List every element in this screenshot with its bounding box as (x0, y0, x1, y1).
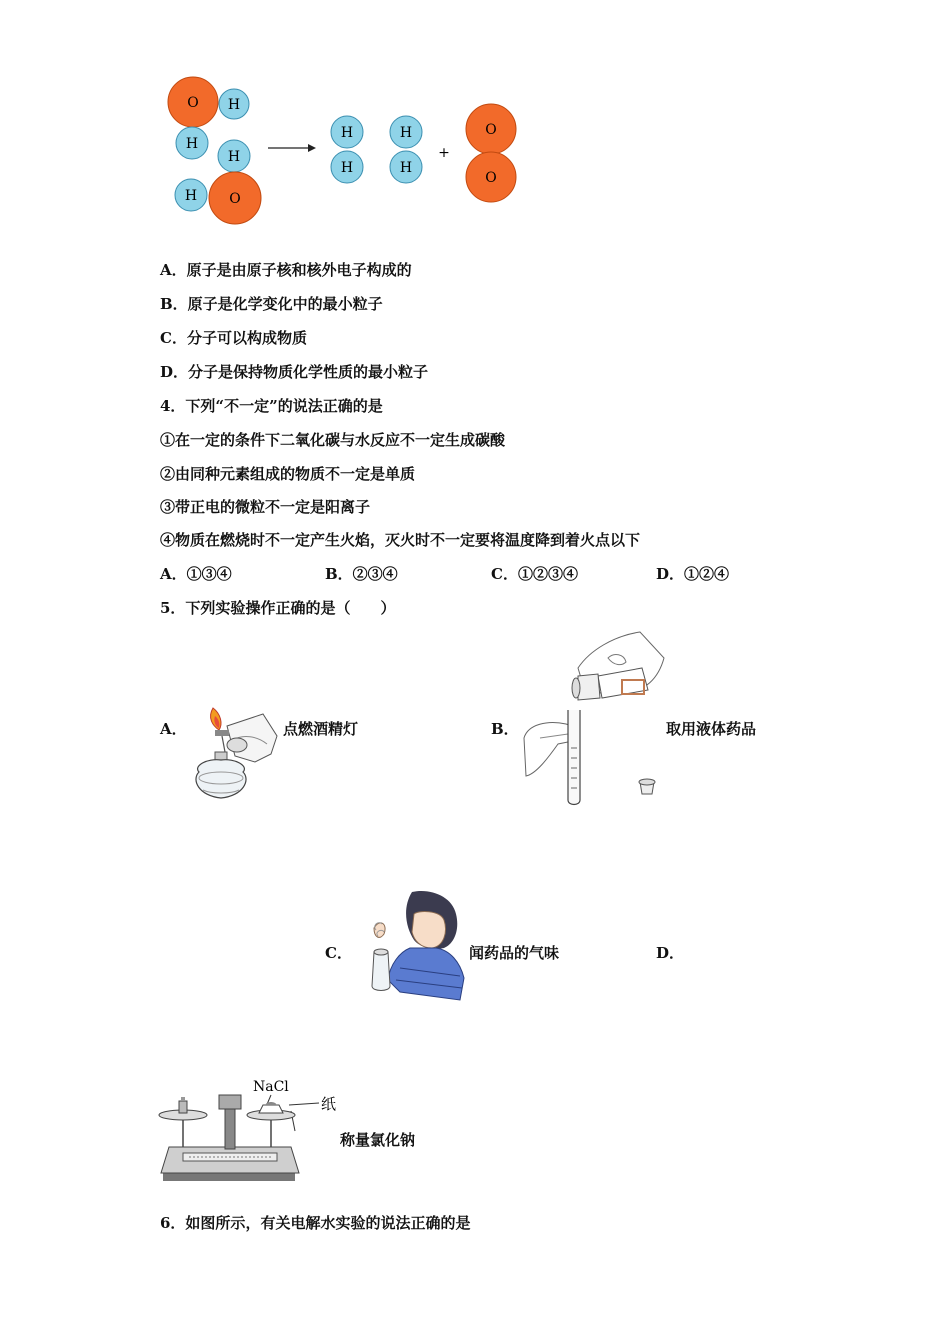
atom-label: O (485, 170, 497, 186)
atom-label: H (227, 149, 241, 165)
q5-option-d-letter: D． (656, 944, 685, 962)
q3-option-b: B．原子是化学变化中的最小粒子 (160, 295, 383, 313)
alcohol-lamp-illustration (185, 700, 285, 805)
q4-statement-1: ①在一定的条件下二氧化碳与水反应不一定生成碳酸 (160, 431, 506, 449)
q6-stem: 6．如图所示，有关电解水实验的说法正确的是 (160, 1214, 471, 1232)
q5-option-c-letter: C． (325, 944, 352, 962)
paper-label: 纸 (321, 1095, 337, 1113)
atom-label: H (227, 97, 241, 113)
pour-liquid-illustration (518, 628, 668, 808)
balance-scale-illustration (155, 1075, 345, 1185)
q3-option-a: A．原子是由原子核和核外电子构成的 (160, 261, 412, 279)
atom-label: O (229, 191, 241, 207)
q3-option-d: D．分子是保持物质化学性质的最小粒子 (160, 363, 429, 381)
water-decomposition-diagram (160, 75, 530, 225)
atom-label: H (185, 136, 199, 152)
q4-statement-4: ④物质在燃烧时不一定产生火焰，灭火时不一定要将温度降到着火点以下 (160, 531, 641, 549)
q3-option-c: C．分子可以构成物质 (160, 329, 307, 347)
q4-statement-3: ③带正电的微粒不一定是阳离子 (160, 498, 371, 516)
atom-label: O (485, 122, 497, 138)
plus-sign: + (438, 145, 450, 161)
q5-option-a-caption: 点燃酒精灯 (283, 720, 359, 738)
q4-option-c: C．①②③④ (491, 565, 578, 583)
q5-stem: 5．下列实验操作正确的是（ ） (160, 599, 396, 617)
nacl-label: NaCl (253, 1079, 289, 1095)
atom-label: H (340, 125, 354, 141)
q5-option-c-caption: 闻药品的气味 (469, 944, 560, 962)
water-molecules-left (168, 77, 261, 224)
q4-option-a: A．①③④ (160, 565, 232, 583)
smell-chemical-illustration (360, 888, 470, 1008)
q4-option-b: B．②③④ (325, 565, 398, 583)
q5-option-d-caption: 称量氯化钠 (340, 1131, 416, 1149)
oxygen-molecule (466, 104, 516, 202)
q5-option-b-letter: B． (491, 720, 519, 738)
atom-label: H (340, 160, 354, 176)
hydrogen-molecules (331, 116, 422, 183)
atom-label: H (399, 160, 413, 176)
atom-label: O (187, 95, 199, 111)
atom-label: H (399, 125, 413, 141)
q4-statement-2: ②由同种元素组成的物质不一定是单质 (160, 465, 416, 483)
q5-option-b-caption: 取用液体药品 (666, 720, 757, 738)
atom-label: H (184, 188, 198, 204)
q4-stem: 4．下列“不一定”的说法正确的是 (160, 397, 383, 415)
q5-option-a-letter: A． (160, 720, 187, 738)
q4-option-d: D．①②④ (656, 565, 730, 583)
reaction-arrow (268, 144, 316, 152)
